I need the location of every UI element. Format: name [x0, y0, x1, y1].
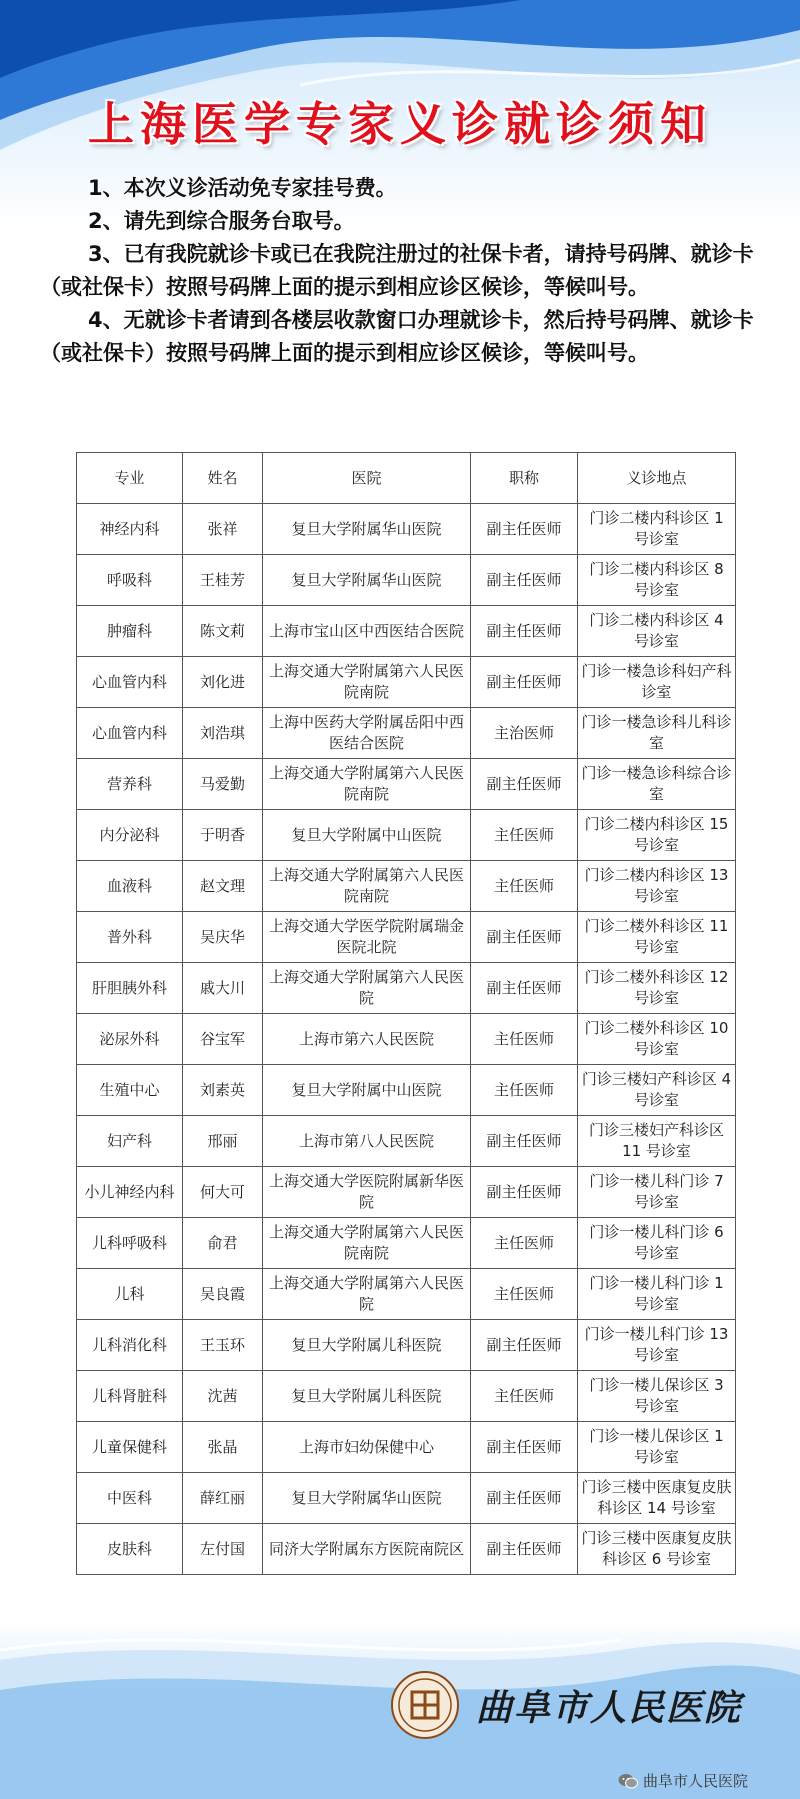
- cell-hospital: 复旦大学附属儿科医院: [263, 1371, 471, 1422]
- cell-hospital: 复旦大学附属华山医院: [263, 555, 471, 606]
- table-row: [77, 606, 736, 657]
- table-row: [77, 555, 736, 606]
- table-body: [77, 504, 736, 1575]
- cell-name: 刘浩琪: [183, 708, 263, 759]
- cell-name: 俞君: [183, 1218, 263, 1269]
- cell-specialty: 肝胆胰外科: [77, 963, 183, 1014]
- cell-location: 门诊二楼内科诊区 1 号诊室: [578, 504, 736, 555]
- cell-specialty: 儿科: [77, 1269, 183, 1320]
- cell-hospital: 上海交通大学附属第六人民医院: [263, 963, 471, 1014]
- cell-title: 副主任医师: [471, 963, 578, 1014]
- cell-specialty: 心血管内科: [77, 708, 183, 759]
- cell-specialty: 生殖中心: [77, 1065, 183, 1116]
- header-location: 义诊地点: [578, 453, 736, 504]
- cell-title: 主任医师: [471, 810, 578, 861]
- cell-location: 门诊一楼急诊科儿科诊室: [578, 708, 736, 759]
- cell-hospital: 上海中医药大学附属岳阳中西医结合医院: [263, 708, 471, 759]
- schedule-table-container: [76, 452, 735, 1575]
- cell-title: 副主任医师: [471, 504, 578, 555]
- cell-title: 主任医师: [471, 1218, 578, 1269]
- notice-item-3: 3、已有我院就诊卡或已在我院注册过的社保卡者，请持号码牌、就诊卡（或社保卡）按照号码牌上面的提示到相应诊区候诊，等候叫号。: [40, 242, 754, 299]
- cell-hospital: 复旦大学附属儿科医院: [263, 1320, 471, 1371]
- cell-specialty: 妇产科: [77, 1116, 183, 1167]
- cell-location: 门诊三楼中医康复皮肤科诊区 14 号诊室: [578, 1473, 736, 1524]
- notice-item-4: 4、无就诊卡者请到各楼层收款窗口办理就诊卡，然后持号码牌、就诊卡（或社保卡）按照号码牌上面的提示到相应诊区候诊，等候叫号。: [40, 308, 754, 365]
- cell-title: 副主任医师: [471, 657, 578, 708]
- cell-specialty: 中医科: [77, 1473, 183, 1524]
- cell-location: 门诊一楼儿保诊区 3 号诊室: [578, 1371, 736, 1422]
- cell-location: 门诊一楼儿保诊区 1 号诊室: [578, 1422, 736, 1473]
- cell-name: 左付国: [183, 1524, 263, 1575]
- cell-location: 门诊二楼内科诊区 13 号诊室: [578, 861, 736, 912]
- cell-specialty: 神经内科: [77, 504, 183, 555]
- cell-name: 张晶: [183, 1422, 263, 1473]
- hospital-seal-icon: [390, 1670, 460, 1740]
- cell-hospital: 复旦大学附属中山医院: [263, 810, 471, 861]
- table-row: [77, 1422, 736, 1473]
- table-row: [77, 1014, 736, 1065]
- cell-specialty: 儿童保健科: [77, 1422, 183, 1473]
- cell-location: 门诊二楼内科诊区 4 号诊室: [578, 606, 736, 657]
- cell-title: 副主任医师: [471, 1167, 578, 1218]
- cell-specialty: 皮肤科: [77, 1524, 183, 1575]
- cell-hospital: 复旦大学附属华山医院: [263, 504, 471, 555]
- cell-name: 沈茜: [183, 1371, 263, 1422]
- cell-specialty: 肿瘤科: [77, 606, 183, 657]
- table-row: [77, 963, 736, 1014]
- table-row: [77, 1371, 736, 1422]
- notice-item-2: 2、请先到综合服务台取号。: [88, 209, 355, 233]
- cell-name: 王玉环: [183, 1320, 263, 1371]
- cell-title: 副主任医师: [471, 1422, 578, 1473]
- table-row: [77, 861, 736, 912]
- cell-title: 副主任医师: [471, 606, 578, 657]
- cell-hospital: 上海交通大学医学院附属瑞金医院北院: [263, 912, 471, 963]
- cell-specialty: 泌尿外科: [77, 1014, 183, 1065]
- table-header-row: [77, 453, 736, 504]
- cell-location: 门诊二楼内科诊区 15 号诊室: [578, 810, 736, 861]
- table-row: [77, 912, 736, 963]
- cell-location: 门诊二楼内科诊区 8 号诊室: [578, 555, 736, 606]
- table-row: [77, 504, 736, 555]
- cell-location: 门诊二楼外科诊区 10 号诊室: [578, 1014, 736, 1065]
- cell-name: 张祥: [183, 504, 263, 555]
- cell-title: 副主任医师: [471, 759, 578, 810]
- cell-hospital: 上海市第六人民医院: [263, 1014, 471, 1065]
- cell-location: 门诊二楼外科诊区 11 号诊室: [578, 912, 736, 963]
- cell-name: 何大可: [183, 1167, 263, 1218]
- cell-title: 主任医师: [471, 1371, 578, 1422]
- cell-title: 副主任医师: [471, 912, 578, 963]
- cell-specialty: 普外科: [77, 912, 183, 963]
- header-title: 职称: [471, 453, 578, 504]
- cell-title: 主任医师: [471, 1269, 578, 1320]
- cell-name: 邢丽: [183, 1116, 263, 1167]
- cell-hospital: 上海市宝山区中西医结合医院: [263, 606, 471, 657]
- cell-name: 薛红丽: [183, 1473, 263, 1524]
- cell-specialty: 儿科呼吸科: [77, 1218, 183, 1269]
- header-specialty: 专业: [77, 453, 183, 504]
- schedule-table: [76, 452, 736, 1575]
- table-row: [77, 1116, 736, 1167]
- wechat-account: [618, 1770, 748, 1791]
- cell-hospital: 上海交通大学附属第六人民医院南院: [263, 657, 471, 708]
- table-row: [77, 1473, 736, 1524]
- table-row: [77, 1320, 736, 1371]
- cell-hospital: 上海交通大学附属第六人民医院南院: [263, 861, 471, 912]
- cell-specialty: 儿科肾脏科: [77, 1371, 183, 1422]
- cell-title: 副主任医师: [471, 1524, 578, 1575]
- cell-specialty: 小儿神经内科: [77, 1167, 183, 1218]
- cell-name: 吴良霞: [183, 1269, 263, 1320]
- cell-name: 于明香: [183, 810, 263, 861]
- cell-location: 门诊一楼急诊科妇产科诊室: [578, 657, 736, 708]
- cell-title: 副主任医师: [471, 1116, 578, 1167]
- header-hospital: 医院: [263, 453, 471, 504]
- cell-hospital: 上海交通大学附属第六人民医院南院: [263, 1218, 471, 1269]
- cell-name: 王桂芳: [183, 555, 263, 606]
- cell-title: 主治医师: [471, 708, 578, 759]
- cell-hospital: 上海市第八人民医院: [263, 1116, 471, 1167]
- cell-hospital: 同济大学附属东方医院南院区: [263, 1524, 471, 1575]
- table-row: [77, 657, 736, 708]
- header-name: 姓名: [183, 453, 263, 504]
- cell-hospital: 复旦大学附属中山医院: [263, 1065, 471, 1116]
- notice-list: [40, 172, 770, 370]
- cell-name: 谷宝军: [183, 1014, 263, 1065]
- table-row: [77, 1218, 736, 1269]
- cell-title: 副主任医师: [471, 1320, 578, 1371]
- cell-hospital: 复旦大学附属华山医院: [263, 1473, 471, 1524]
- table-row: [77, 1065, 736, 1116]
- wechat-icon: [618, 1773, 638, 1789]
- cell-title: 副主任医师: [471, 1473, 578, 1524]
- table-row: [77, 708, 736, 759]
- cell-name: 陈文莉: [183, 606, 263, 657]
- cell-location: 门诊一楼急诊科综合诊室: [578, 759, 736, 810]
- cell-location: 门诊三楼妇产科诊区 11 号诊室: [578, 1116, 736, 1167]
- cell-specialty: 心血管内科: [77, 657, 183, 708]
- cell-specialty: 营养科: [77, 759, 183, 810]
- cell-name: 刘素英: [183, 1065, 263, 1116]
- cell-location: 门诊三楼中医康复皮肤科诊区 6 号诊室: [578, 1524, 736, 1575]
- cell-name: 吴庆华: [183, 912, 263, 963]
- cell-location: 门诊三楼妇产科诊区 4 号诊室: [578, 1065, 736, 1116]
- cell-specialty: 血液科: [77, 861, 183, 912]
- cell-name: 刘化进: [183, 657, 263, 708]
- cell-name: 赵文理: [183, 861, 263, 912]
- cell-name: 戚大川: [183, 963, 263, 1014]
- page-title: 上海医学专家义诊就诊须知: [88, 97, 712, 151]
- table-row: [77, 1524, 736, 1575]
- table-row: [77, 810, 736, 861]
- notice-item-1: 1、本次义诊活动免专家挂号费。: [88, 176, 397, 200]
- table-row: [77, 1269, 736, 1320]
- cell-name: 马爱勤: [183, 759, 263, 810]
- table-row: [77, 759, 736, 810]
- cell-location: 门诊一楼儿科门诊 6 号诊室: [578, 1218, 736, 1269]
- cell-location: 门诊一楼儿科门诊 1 号诊室: [578, 1269, 736, 1320]
- cell-specialty: 内分泌科: [77, 810, 183, 861]
- cell-title: 主任医师: [471, 861, 578, 912]
- hospital-name: 曲阜市人民医院: [476, 1687, 743, 1729]
- cell-hospital: 上海交通大学医院附属新华医院: [263, 1167, 471, 1218]
- cell-title: 主任医师: [471, 1014, 578, 1065]
- cell-specialty: 儿科消化科: [77, 1320, 183, 1371]
- cell-title: 副主任医师: [471, 555, 578, 606]
- cell-hospital: 上海交通大学附属第六人民医院南院: [263, 759, 471, 810]
- cell-location: 门诊一楼儿科门诊 7 号诊室: [578, 1167, 736, 1218]
- wechat-account-name: 曲阜市人民医院: [643, 1772, 749, 1790]
- cell-specialty: 呼吸科: [77, 555, 183, 606]
- cell-location: 门诊二楼外科诊区 12 号诊室: [578, 963, 736, 1014]
- table-row: [77, 1167, 736, 1218]
- cell-hospital: 上海市妇幼保健中心: [263, 1422, 471, 1473]
- cell-location: 门诊一楼儿科门诊 13 号诊室: [578, 1320, 736, 1371]
- cell-title: 主任医师: [471, 1065, 578, 1116]
- cell-hospital: 上海交通大学附属第六人民医院: [263, 1269, 471, 1320]
